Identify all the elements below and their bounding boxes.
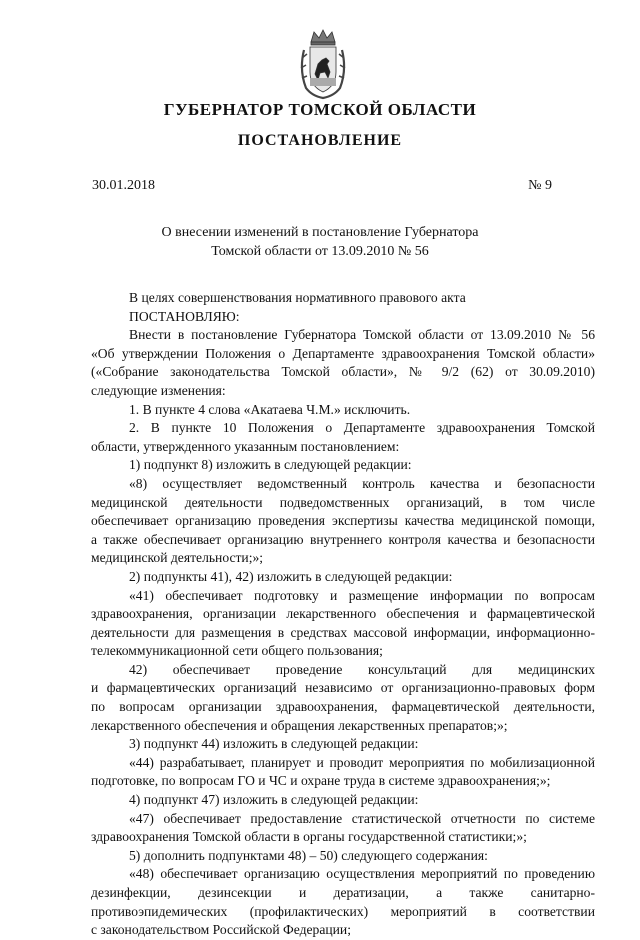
body-line: 1) подпункт 8) изложить в следующей редакции:	[129, 457, 412, 473]
body-line: 2. В пункте 10 Положения о Департаменте здравоохранения Томской	[129, 420, 595, 436]
body-line: следующие изменения:	[91, 382, 226, 398]
document-body	[91, 289, 595, 940]
body-line: ПОСТАНОВЛЯЮ:	[129, 308, 240, 324]
body-line: 1. В пункте 4 слова «Акатаева Ч.М.» исключить.	[129, 401, 411, 417]
body-line: медицинской деятельности подведомственных организаций, в том числе	[91, 494, 595, 510]
body-line: 42) обеспечивает проведение консультаций для медицинских	[129, 661, 595, 677]
body-line: здравоохранения, организации лекарственного обеспечения и фармацевтической	[91, 606, 595, 622]
body-line: области, утвержденного указанным постановлением:	[91, 438, 400, 454]
title-line: Томской области от 13.09.2010 № 56	[211, 244, 429, 259]
body-line: с законодательством Российской Федерации;	[91, 922, 351, 938]
body-line: 3) подпункт 44) изложить в следующей редакции:	[129, 736, 419, 752]
body-line: обеспечивает организацию проведения экспертизы качества медицинской помощи,	[91, 513, 595, 529]
body-line: противоэпидемических (профилактических) мероприятий в соответствии	[91, 903, 595, 919]
body-line: Внести в постановление Губернатора Томской области от 13.09.2010 № 56	[129, 327, 595, 343]
document-type-heading: ПОСТАНОВЛЕНИЕ	[237, 132, 403, 149]
body-line: «8) осуществляет ведомственный контроль качества и безопасности	[129, 475, 595, 491]
body-line: и фармацевтических организаций независимо от организационно-правовых форм	[91, 680, 595, 696]
body-line: телекоммуникационной сети общего пользования;	[91, 643, 383, 659]
body-line: 5) дополнить подпунктами 48) – 50) следующего содержания:	[129, 847, 488, 863]
body-line: подготовке, по вопросам ГО и ЧС и охране труда в системе здравоохранения;»;	[91, 773, 551, 789]
document-title	[0, 223, 640, 261]
body-line: «47) обеспечивает предоставление статистической отчетности по системе	[129, 810, 595, 826]
body-line: по вопросам организации здравоохранения, фармацевтической деятельности,	[91, 699, 595, 715]
body-line: 2) подпункты 41), 42) изложить в следующей редакции:	[129, 568, 453, 584]
body-line: дезинфекции, дезинсекции и дератизации, а также санитарно-	[91, 885, 595, 900]
coat-of-arms-icon	[298, 28, 348, 100]
body-line: «41) обеспечивает подготовку и размещение информации по вопросам	[129, 587, 595, 603]
body-line: здравоохранения Томской области в органы государственной статистики;»;	[91, 829, 527, 845]
body-line: а также обеспечивает организацию внутреннего контроля качества и безопасности	[91, 531, 595, 547]
body-line: медицинской деятельности;»;	[91, 550, 264, 566]
body-line: «Об утверждении Положения о Департаменте здравоохранения Томской области»	[91, 345, 595, 361]
body-line: лекарственного обеспечения и обращения лекарственных препаратов;»;	[91, 717, 508, 733]
document-date: 30.01.2018	[92, 178, 155, 193]
authority-heading: ГУБЕРНАТОР ТОМСКОЙ ОБЛАСТИ	[163, 100, 477, 119]
body-line: «44) разрабатывает, планирует и проводит мероприятия по мобилизационной	[129, 754, 595, 770]
body-line: деятельности для размещения в средствах массовой информации, информационно-	[91, 624, 595, 640]
body-line: 4) подпункт 47) изложить в следующей редакции:	[129, 792, 419, 808]
body-line: «48) обеспечивает организацию осуществления мероприятий по проведению	[129, 866, 595, 882]
title-line: О внесении изменений в постановление Губернатора	[161, 225, 479, 240]
body-line: В целях совершенствования нормативного правового акта	[129, 290, 466, 305]
document-number: № 9	[528, 178, 552, 193]
body-line: («Собрание законодательства Томской области», № 9/2 (62) от 30.09.2010)	[91, 364, 595, 380]
